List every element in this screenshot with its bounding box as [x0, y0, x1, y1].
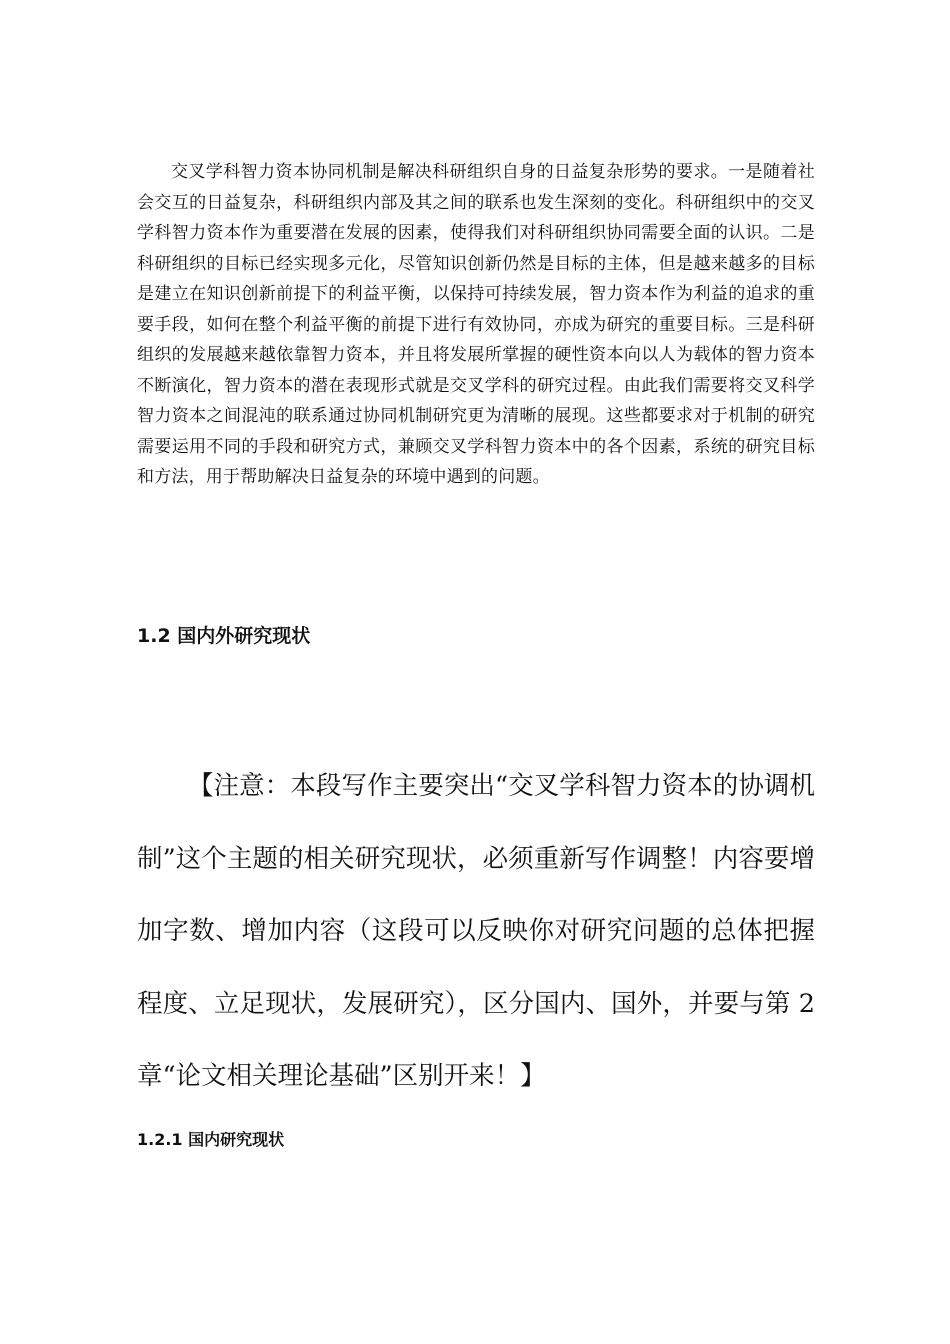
editor-note-paragraph: 【注意：本段写作主要突出“交叉学科智力资本的协调机制”这个主题的相关研究现状，必须重新写作调整！内容要增加字数、增加内容（这段可以反映你对研究问题的总体把握程度、立足现状，发展研究），区分国内、国外，并要与第 2 章“论文相关理论基础”区别开来！】 — [137, 771, 815, 1091]
section-heading: 1.2 国内外研究现状 — [137, 625, 311, 647]
subsection-heading: 1.2.1 国内研究现状 — [137, 1130, 285, 1149]
body-paragraph: 交叉学科智力资本协同机制是解决科研组织自身的日益复杂形势的要求。一是随着社会交互的日益复杂，科研组织内部及其之间的联系也发生深刻的变化。科研组织中的交叉学科智力资本作为重要潜在发展的因素，使得我们对科研组织协同需要全面的认识。二是科研组织的目标已经实现多元化，尽管知识创新仍然是目标的主体，但是越来越多的目标是建立在知识创新前提下的利益平衡，以保持可持续发展，智力资本作为利益的追求的重要手段，如何在整个利益平衡的前提下进行有效协同，亦成为研究的重要目标。三是科研组织的发展越来越依靠智力资本，并且将发展所掌握的硬性资本向以人为载体的智力资本不断演化，智力资本的潜在表现形式就是交叉学科的研究过程。由此我们需要将交叉科学智力资本之间混沌的联系通过协同机制研究更为清晰的展现。这些都要求对于机制的研究需要运用不同的手段和研究方式，兼顾交叉学科智力资本中的各个因素，系统的研究目标和方法，用于帮助解决日益复杂的环境中遇到的问题。 — [137, 162, 815, 487]
